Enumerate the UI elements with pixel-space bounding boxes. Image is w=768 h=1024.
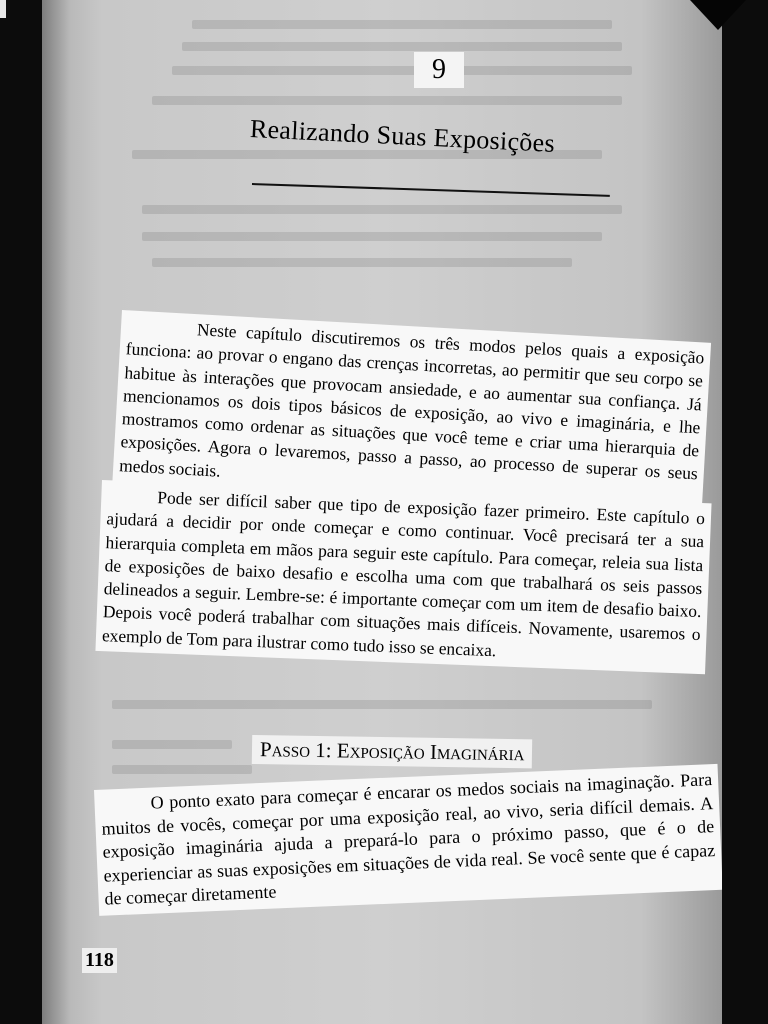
- section-paragraph: [94, 764, 722, 916]
- left-edge-mark: [0, 0, 6, 18]
- page-corner-tab: [690, 0, 746, 30]
- title-rule: [252, 183, 610, 197]
- intro-paragraph-2-text: Pode ser difícil saber que tipo de exposição fazer primeiro. Este capítulo o ajudará a decidir por onde começar e como continuar. Você precisará ter a sua hierarquia completa em mãos para seguir este capítulo. Para começar, releia sua lista de exposições de baixo desafio e escolha uma com que trabalhará os seis passos delineados a seguir. Lembre-se: é importante começar com um item de desafio baixo. Depois você poderá trabalhar com situações mais difíceis. Novamente, usaremos o exemplo de Tom para ilustrar como tudo isso se encaixa.: [101, 487, 706, 661]
- page-number: 118: [82, 948, 117, 973]
- bleed-through-line: [142, 205, 622, 214]
- bleed-through-line: [112, 740, 232, 749]
- chapter-title: Realizando Suas Exposições: [249, 114, 556, 158]
- bleed-through-line: [152, 258, 572, 267]
- intro-paragraph-2: [95, 480, 711, 674]
- bleed-through-line: [112, 700, 652, 709]
- section-heading: Passo 1: Exposição Imaginária: [252, 735, 533, 768]
- bleed-through-line: [192, 20, 612, 29]
- book-page: [42, 0, 722, 1024]
- bleed-through-line: [112, 765, 252, 774]
- bleed-through-line: [152, 96, 622, 105]
- bleed-through-line: [182, 42, 622, 51]
- section-paragraph-text: O ponto exato para começar é encarar os medos sociais na imaginação. Para muitos de vocês, começar por uma exposição real, ao vivo, seria difícil demais. A exposição imaginária ajuda a prepará-lo para o próximo passo, que é o de experienciar as suas exposições em situações de vida real. Se você sente que é capaz de começar diretamente: [101, 769, 716, 909]
- bleed-through-line: [142, 232, 602, 241]
- bleed-through-line: [172, 66, 632, 75]
- chapter-number: 9: [414, 52, 464, 88]
- intro-paragraph-1-text: Neste capítulo discutiremos os três modos pelos quais a exposição funciona: ao provar o engano das crenças incorretas, ao permitir que seu corpo se habitue às interações que provocam ansiedade, e ao aumentar sua confiança. Já mencionamos os dois tipos básicos de exposição, ao vivo e imaginária, e lhe mostramos como ordenar as situações que você teme e criar uma hierarquia de exposições. Agora o levaremos, passo a passo, ao processo de superar os seus medos sociais.: [118, 319, 705, 484]
